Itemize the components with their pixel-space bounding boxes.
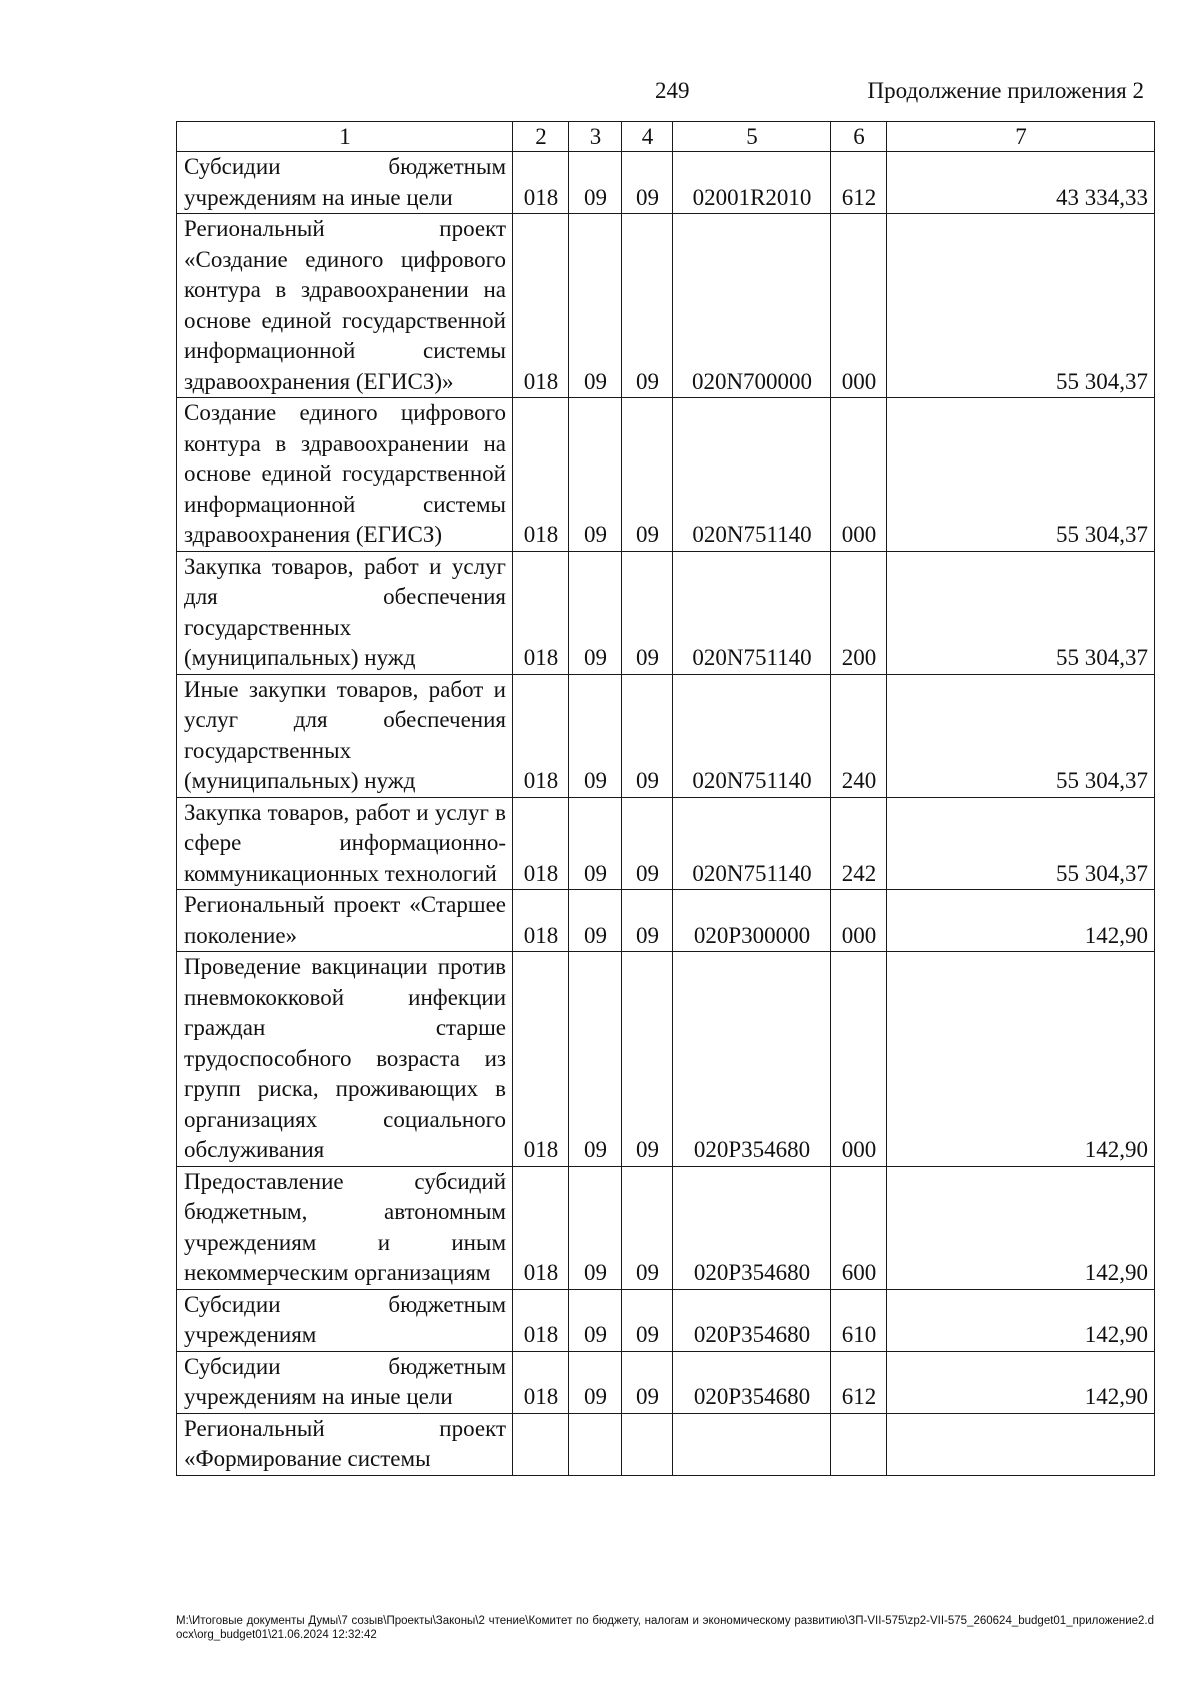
cell-code-4: 09: [622, 1351, 673, 1413]
cell-target-article: 020P300000: [673, 890, 831, 952]
table-row: [177, 551, 1155, 674]
cell-expense-type: 000: [831, 398, 887, 552]
cell-target-article: 020P354680: [673, 952, 831, 1167]
table-row: [177, 214, 1155, 398]
cell-code-4: [622, 1413, 673, 1475]
cell-amount: 142,90: [887, 890, 1155, 952]
table-row: [177, 1166, 1155, 1289]
cell-amount: 142,90: [887, 1289, 1155, 1351]
cell-code-2: 018: [513, 674, 569, 797]
table-header-row: [177, 122, 1155, 152]
row-name: Субсидии бюджетным учреждениям на иные цели: [177, 152, 513, 214]
column-header: 1: [177, 122, 513, 152]
row-name: Региональный проект «Старшее поколение»: [177, 890, 513, 952]
table-row: [177, 1413, 1155, 1475]
table-row: [177, 1351, 1155, 1413]
page-number: 249: [655, 78, 690, 103]
table-row: [177, 152, 1155, 214]
table-row: [177, 674, 1155, 797]
row-name: Закупка товаров, работ и услуг в сфере информационно-коммуникационных технологий: [177, 797, 513, 890]
cell-target-article: 020P354680: [673, 1166, 831, 1289]
cell-amount: 142,90: [887, 1351, 1155, 1413]
cell-code-3: 09: [569, 214, 622, 398]
cell-target-article: 020N751140: [673, 551, 831, 674]
cell-target-article: 02001R2010: [673, 152, 831, 214]
cell-code-3: 09: [569, 1351, 622, 1413]
cell-target-article: [673, 1413, 831, 1475]
cell-code-2: 018: [513, 890, 569, 952]
cell-target-article: 020N700000: [673, 214, 831, 398]
cell-expense-type: 000: [831, 952, 887, 1167]
continuation-title: Продолжение приложения 2: [867, 78, 1144, 103]
cell-amount: [887, 1413, 1155, 1475]
cell-amount: 55 304,37: [887, 674, 1155, 797]
cell-code-3: [569, 1413, 622, 1475]
cell-code-3: 09: [569, 1166, 622, 1289]
cell-code-3: 09: [569, 674, 622, 797]
cell-expense-type: [831, 1413, 887, 1475]
cell-target-article: 020N751140: [673, 398, 831, 552]
cell-code-3: 09: [569, 398, 622, 552]
cell-expense-type: 000: [831, 214, 887, 398]
table-row: [177, 952, 1155, 1167]
cell-code-3: 09: [569, 152, 622, 214]
row-name: Предоставление субсидий бюджетным, автономным учреждениям и иным некоммерческим организациям: [177, 1166, 513, 1289]
cell-expense-type: 600: [831, 1166, 887, 1289]
cell-code-3: 09: [569, 1289, 622, 1351]
table-row: [177, 398, 1155, 552]
cell-code-4: 09: [622, 1289, 673, 1351]
cell-code-2: 018: [513, 1166, 569, 1289]
column-header: 3: [569, 122, 622, 152]
cell-code-4: 09: [622, 797, 673, 890]
cell-code-4: 09: [622, 1166, 673, 1289]
row-name: Субсидии бюджетным учреждениям: [177, 1289, 513, 1351]
cell-code-4: 09: [622, 398, 673, 552]
cell-amount: 142,90: [887, 952, 1155, 1167]
cell-expense-type: 610: [831, 1289, 887, 1351]
column-header: 2: [513, 122, 569, 152]
table-row: [177, 890, 1155, 952]
table-row: [177, 1289, 1155, 1351]
cell-expense-type: 240: [831, 674, 887, 797]
row-name: Проведение вакцинации против пневмококковой инфекции граждан старше трудоспособного возраста из групп риска, проживающих в организациях социального обслуживания: [177, 952, 513, 1167]
column-header: 6: [831, 122, 887, 152]
row-name: Иные закупки товаров, работ и услуг для обеспечения государственных (муниципальных) нужд: [177, 674, 513, 797]
cell-target-article: 020P354680: [673, 1289, 831, 1351]
cell-amount: 55 304,37: [887, 797, 1155, 890]
cell-code-2: [513, 1413, 569, 1475]
cell-code-2: 018: [513, 1351, 569, 1413]
cell-code-2: 018: [513, 551, 569, 674]
file-path-footer: M:\Итоговые документы Думы\7 созыв\Проекты\Законы\2 чтение\Комитет по бюджету, налогам и экономическому развитию\ЗП-VII-575\zp2-VII-575_260624_budget01_приложение2.docx\org_budget01\21.06.2024 12:32:42: [176, 1615, 1154, 1641]
cell-code-4: 09: [622, 952, 673, 1167]
cell-amount: 142,90: [887, 1166, 1155, 1289]
cell-expense-type: 200: [831, 551, 887, 674]
cell-expense-type: 000: [831, 890, 887, 952]
cell-code-2: 018: [513, 1289, 569, 1351]
column-header: 5: [673, 122, 831, 152]
cell-code-2: 018: [513, 152, 569, 214]
cell-amount: 55 304,37: [887, 214, 1155, 398]
column-header: 4: [622, 122, 673, 152]
cell-code-3: 09: [569, 952, 622, 1167]
row-name: Субсидии бюджетным учреждениям на иные цели: [177, 1351, 513, 1413]
cell-code-2: 018: [513, 214, 569, 398]
table-row: [177, 797, 1155, 890]
cell-target-article: 020P354680: [673, 1351, 831, 1413]
cell-code-4: 09: [622, 551, 673, 674]
cell-expense-type: 612: [831, 1351, 887, 1413]
cell-code-4: 09: [622, 674, 673, 797]
cell-expense-type: 242: [831, 797, 887, 890]
cell-amount: 55 304,37: [887, 551, 1155, 674]
cell-code-2: 018: [513, 952, 569, 1167]
row-name: Региональный проект «Создание единого цифрового контура в здравоохранении на основе единой государственной информационной системы здравоохранения (ЕГИСЗ)»: [177, 214, 513, 398]
cell-code-4: 09: [622, 152, 673, 214]
cell-code-3: 09: [569, 797, 622, 890]
cell-amount: 43 334,33: [887, 152, 1155, 214]
cell-code-3: 09: [569, 551, 622, 674]
cell-amount: 55 304,37: [887, 398, 1155, 552]
row-name: Региональный проект «Формирование системы: [177, 1413, 513, 1475]
row-name: Создание единого цифрового контура в здравоохранении на основе единой государственной информационной системы здравоохранения (ЕГИСЗ): [177, 398, 513, 552]
cell-code-4: 09: [622, 890, 673, 952]
cell-code-2: 018: [513, 797, 569, 890]
cell-target-article: 020N751140: [673, 797, 831, 890]
row-name: Закупка товаров, работ и услуг для обеспечения государственных (муниципальных) нужд: [177, 551, 513, 674]
cell-expense-type: 612: [831, 152, 887, 214]
cell-code-3: 09: [569, 890, 622, 952]
cell-code-2: 018: [513, 398, 569, 552]
cell-target-article: 020N751140: [673, 674, 831, 797]
column-header: 7: [887, 122, 1155, 152]
budget-table: [176, 121, 1155, 1476]
cell-code-4: 09: [622, 214, 673, 398]
